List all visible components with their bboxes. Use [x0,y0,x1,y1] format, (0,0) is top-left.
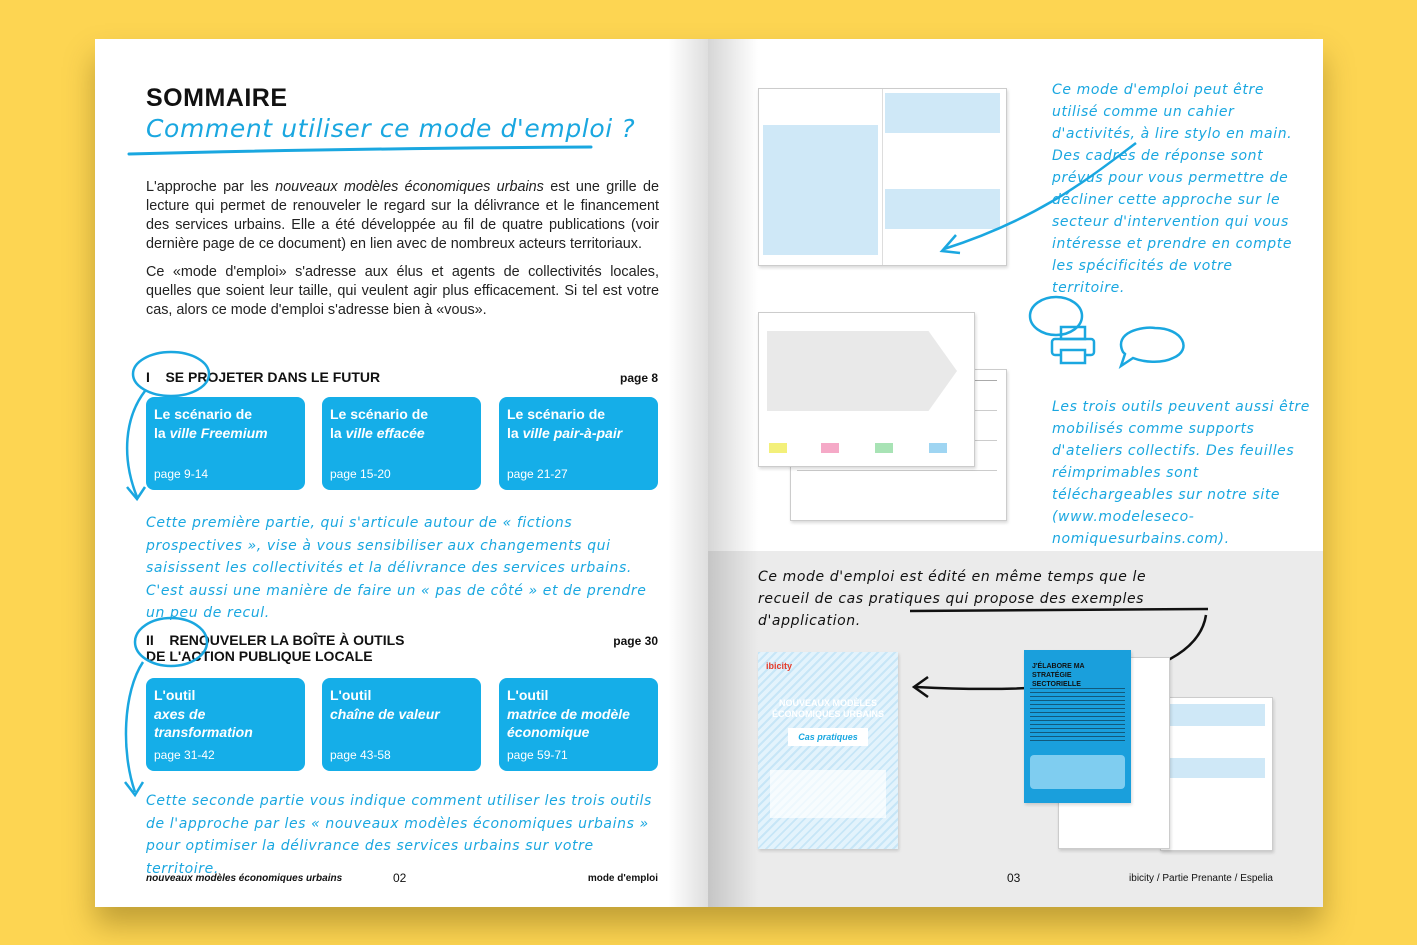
case-page-front [1024,650,1131,803]
card-scenario-pair-a-pair[interactable]: Le scénario de la ville pair-à-pair page 21-27 [499,397,658,490]
card-outil-matrice[interactable]: L'outil matrice de modèle économique page 59-71 [499,678,658,771]
footer-left: nouveaux modèles économiques urbains [146,873,343,884]
cover-subtitle: Cas pratiques [798,732,858,742]
footer-page-number-right: 03 [1007,871,1021,885]
note-activity-book: Ce mode d'emploi peut être utilisé comme un cahier d'activités, à lire stylo en main. Des cadres de réponse sont prévus pour vous permettre de décliner cette approche sur le secteur d'intervention qui vous intéresse et prendre en compte les spécificités de votre territoire. [1052,82,1293,296]
cover-thumbnail [758,652,898,849]
subtitle-underline [125,143,595,159]
intro-paragraph-2: Ce «mode d'emploi» s'adresse aux élus et agents de collectivités locales, quelles que soient leur taille, qui veulent agir plus efficacement. Si tel est votre cas, alors ce mode d'emploi s'adresse bien à «vous». [146,264,659,318]
card-outil-chaine[interactable]: L'outil chaîne de valeur page 43-58 [322,678,481,771]
section-2-page: page 30 [613,634,658,648]
case-page-back [1160,697,1273,851]
speech-bubble-icon [1113,322,1193,372]
note-workshops: Les trois outils peuvent aussi être mobilisés comme supports d'ateliers collectifs. Des feuilles réimprimables sont téléchargeables sur notre site (www.modeleseco-nomiquesurbains.com). [1052,399,1310,547]
right-page [708,39,1323,907]
section-1-page: page 8 [619,371,658,385]
page-subtitle: Comment utiliser ce mode d'emploi ? [146,114,636,143]
section-1-note: Cette première partie, qui s'articule autour de « fictions prospectives », vise à vous sensibiliser aux changements qui saisissent les collectivités et la délivrance des services urbains. C'est aussi une manière de faire un « pas de côté » et de prendre un peu de recul. [146,515,647,621]
value-chain-thumbnail [758,312,975,467]
open-booklet [95,39,1323,907]
card-scenario-freemium[interactable]: Le scénario de la ville Freemium page 9-14 [146,397,305,490]
section-1-title: I SE PROJETER DANS LE FUTUR [146,369,381,385]
intro-paragraph-1: L'approche par les nouveaux modèles économiques urbains est une grille de lecture qui permet de renouveler le regard sur la délivrance et le financement des services urbains. Elle a été développée au fil de quatre publications (voir dernière page de ce document) en lien avec de nombreux acteurs territoriaux. [146,179,659,252]
card-scenario-effacee[interactable]: Le scénario de la ville effacée page 15-20 [322,397,481,490]
footer-credits: ibicity / Partie Prenante / Espelia [1129,873,1273,884]
case-page-heading: J'ÉLABORE MA STRATÉGIE SECTORIELLE [1032,663,1085,688]
footer-page-number: 02 [393,871,407,885]
page-title: SOMMAIRE [146,84,288,112]
section-2-title: II RENOUVELER LA BOÎTE À OUTILS DE L'ACTION PUBLIQUE LOCALE [146,632,405,664]
section-2-note: Cette seconde partie vous indique comment utiliser les trois outils de l'approche par les « nouveaux modèles économiques urbains » pour optimiser la délivrance des services urbains sur votre territoire. [146,793,652,877]
cover-title: NOUVEAUX MODÈLES ÉCONOMIQUES URBAINS [771,698,884,719]
left-page [95,39,708,907]
footer-right: mode d'emploi [587,873,658,884]
cover-brand: ibicity [766,661,793,671]
card-outil-axes[interactable]: L'outil axes de transformation page 31-42 [146,678,305,771]
printer-icon [1048,324,1108,369]
note-case-studies: Ce mode d'emploi est édité en même temps que le recueil de cas pratiques qui propose des exemples d'application. [758,569,1147,629]
